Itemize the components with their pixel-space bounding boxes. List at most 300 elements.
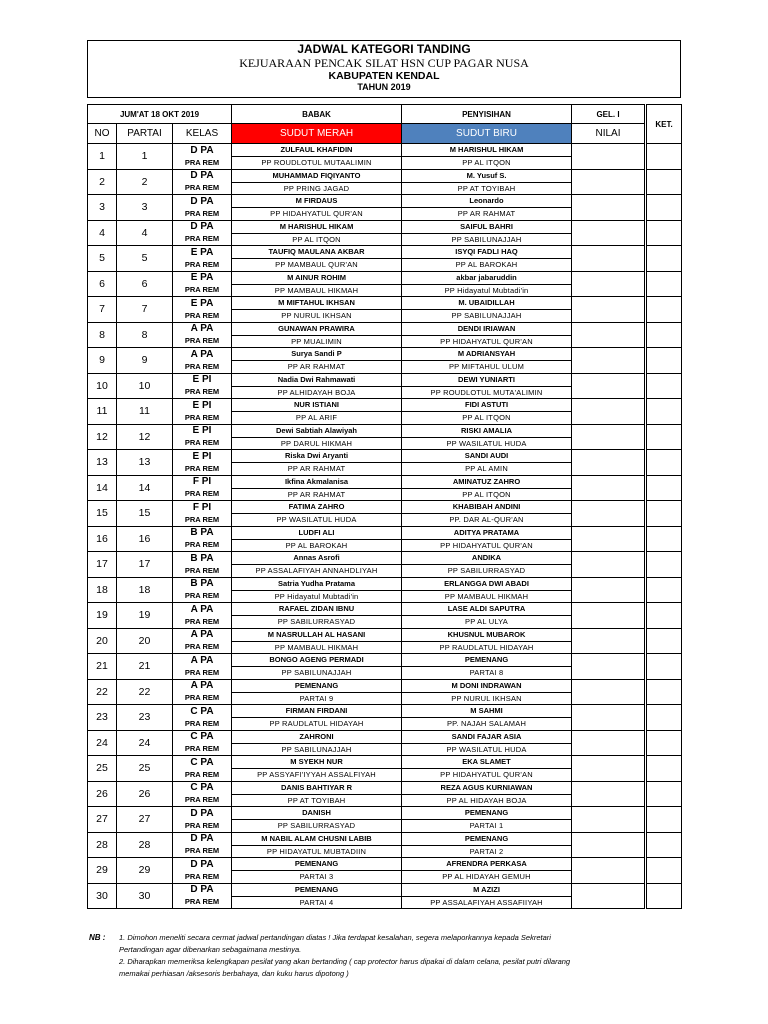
document-title: JADWAL KATEGORI TANDING — [297, 42, 471, 56]
match-no: 28 — [88, 832, 117, 858]
ket-cell[interactable] — [647, 220, 682, 246]
col-sudut-biru: SUDUT BIRU — [402, 124, 572, 144]
ket-cell[interactable] — [647, 705, 682, 731]
partai-no: 13 — [117, 450, 173, 476]
kategori-value: PRA REM — [184, 769, 220, 779]
blue-corner-cell — [402, 169, 572, 195]
kelas-cell — [173, 858, 232, 884]
kelas-value: D PA — [190, 807, 214, 819]
red-athlete-club: PP MUALIMIN — [291, 336, 342, 346]
nilai-cell[interactable] — [572, 705, 645, 731]
event-year: TAHUN 2019 — [357, 82, 411, 92]
column-header-row — [88, 124, 682, 144]
blue-corner-cell — [402, 526, 572, 552]
nilai-cell[interactable] — [572, 144, 645, 170]
match-no: 5 — [88, 246, 117, 272]
red-athlete-club: PP SABILURRASYAD — [277, 821, 356, 830]
match-no: 7 — [88, 297, 117, 323]
blue-athlete-name: AFRENDRA PERKASA — [402, 858, 571, 871]
partai-no: 4 — [117, 220, 173, 246]
red-corner-cell — [232, 654, 402, 680]
kelas-value: E PI — [192, 450, 212, 462]
red-athlete-name: DANIS BAHTIYAR R — [232, 782, 401, 795]
nilai-cell[interactable] — [572, 424, 645, 450]
blue-athlete-club: PP AL ULYA — [465, 617, 509, 626]
kategori-value: PRA REM — [184, 387, 220, 397]
kelas-value: B PA — [190, 527, 214, 539]
kelas-value: D PA — [190, 858, 214, 870]
blue-athlete-name: SANDI FAJAR ASIA — [402, 731, 571, 744]
red-athlete-club: PP NURUL IKHSAN — [281, 311, 352, 320]
table-row — [88, 424, 682, 450]
red-athlete-club: PP MAMBAUL QUR'AN — [275, 260, 358, 269]
blue-athlete-name: DEWI YUNIARTI — [402, 374, 571, 387]
blue-athlete-name: M. UBAIDILLAH — [402, 297, 571, 310]
match-no: 18 — [88, 577, 117, 603]
kelas-cell — [173, 373, 232, 399]
blue-athlete-name: DENDI IRIAWAN — [402, 323, 571, 336]
blue-corner-cell — [402, 883, 572, 909]
ket-cell[interactable] — [647, 756, 682, 782]
ket-cell[interactable] — [647, 475, 682, 501]
ket-cell[interactable] — [647, 450, 682, 476]
kelas-value: B PA — [190, 552, 214, 564]
kelas-value: F PI — [192, 501, 212, 513]
kelas-value: A PA — [190, 680, 214, 692]
blue-athlete-club: PARTAI 2 — [469, 846, 504, 856]
kategori-value: PRA REM — [184, 489, 220, 499]
kelas-value: C PA — [190, 705, 214, 717]
match-no: 1 — [88, 144, 117, 170]
kelas-value: D PA — [190, 195, 214, 207]
blue-athlete-club: PP Hidayatul Mubtadi'in — [444, 285, 529, 295]
session-label: GEL. I — [572, 105, 645, 124]
red-athlete-club: PP PRING JAGAD — [283, 183, 350, 193]
red-athlete-name: M MIFTAHUL IKHSAN — [232, 297, 401, 310]
blue-athlete-club: PP ASSALAFIYAH ASSAFIIYAH — [430, 897, 543, 907]
nilai-cell[interactable] — [572, 679, 645, 705]
blue-corner-cell — [402, 475, 572, 501]
match-no: 24 — [88, 730, 117, 756]
blue-corner-cell — [402, 603, 572, 629]
red-corner-cell — [232, 577, 402, 603]
partai-no: 1 — [117, 144, 173, 170]
red-corner-cell — [232, 373, 402, 399]
red-athlete-name: PEMENANG — [232, 884, 401, 897]
red-athlete-club: PARTAI 4 — [299, 897, 334, 907]
blue-athlete-name: SAIFUL BAHRI — [402, 221, 571, 234]
kelas-value: C PA — [190, 731, 214, 743]
red-corner-cell — [232, 450, 402, 476]
kelas-cell — [173, 883, 232, 909]
blue-athlete-name: KHUSNUL MUBAROK — [402, 629, 571, 642]
kategori-value: PRA REM — [184, 871, 220, 881]
blue-athlete-club: PP AL BAROKAH — [455, 260, 518, 269]
kategori-value: PRA REM — [184, 361, 220, 371]
kelas-cell — [173, 424, 232, 450]
match-no: 3 — [88, 195, 117, 221]
blue-corner-cell — [402, 807, 572, 833]
nilai-cell[interactable] — [572, 373, 645, 399]
ket-cell[interactable] — [647, 730, 682, 756]
kategori-value: PRA REM — [184, 744, 220, 754]
kategori-value: PRA REM — [184, 183, 220, 193]
nilai-cell[interactable] — [572, 322, 645, 348]
ket-cell[interactable] — [647, 628, 682, 654]
red-athlete-name: Ikfina Akmalanisa — [232, 476, 401, 489]
match-no: 21 — [88, 654, 117, 680]
kategori-value: PRA REM — [184, 514, 220, 524]
red-athlete-club: PP HIDAHYATUL QUR'AN — [270, 209, 363, 218]
match-no: 30 — [88, 883, 117, 909]
blue-corner-cell — [402, 628, 572, 654]
blue-athlete-club: PP. DAR AL-QUR'AN — [449, 515, 524, 524]
table-row — [88, 169, 682, 195]
babak-value: PENYISIHAN — [402, 105, 572, 124]
nilai-cell[interactable] — [572, 628, 645, 654]
red-athlete-name: Nadia Dwi Rahmawati — [232, 374, 401, 387]
blue-corner-cell — [402, 348, 572, 374]
kelas-cell — [173, 832, 232, 858]
kelas-cell — [173, 475, 232, 501]
babak-label: BABAK — [232, 105, 402, 124]
kelas-value: A PA — [190, 629, 214, 641]
nilai-cell[interactable] — [572, 552, 645, 578]
event-name: KEJUARAAN PENCAK SILAT HSN CUP PAGAR NUSA — [239, 56, 529, 70]
kelas-cell — [173, 781, 232, 807]
red-athlete-name: M AINUR ROHIM — [232, 272, 401, 285]
col-sudut-merah: SUDUT MERAH — [232, 124, 402, 144]
red-athlete-name: Surya Sandi P — [232, 348, 401, 361]
ket-cell[interactable] — [647, 883, 682, 909]
blue-athlete-club: PP AL ITQON — [462, 158, 511, 167]
red-corner-cell — [232, 705, 402, 731]
red-athlete-club: PARTAI 9 — [299, 693, 334, 703]
red-athlete-club: PP HIDAYATUL MUBTADIIN — [266, 846, 367, 856]
ket-cell[interactable] — [647, 297, 682, 323]
kategori-value: PRA REM — [184, 718, 220, 728]
blue-corner-cell — [402, 577, 572, 603]
ket-cell[interactable] — [647, 424, 682, 450]
red-corner-cell — [232, 807, 402, 833]
table-row — [88, 832, 682, 858]
table-row — [88, 603, 682, 629]
red-athlete-club: PP AL ARIF — [295, 413, 338, 422]
match-no: 14 — [88, 475, 117, 501]
partai-no: 23 — [117, 705, 173, 731]
match-no: 6 — [88, 271, 117, 297]
red-athlete-club: PP ASSALAFIYAH ANNAHDLIYAH — [255, 566, 378, 575]
region-name: KABUPATEN KENDAL — [328, 70, 440, 82]
blue-athlete-name: M HARISHUL HIKAM — [402, 144, 571, 157]
match-no: 13 — [88, 450, 117, 476]
table-row — [88, 654, 682, 680]
ket-cell[interactable] — [647, 679, 682, 705]
kelas-value: D PA — [190, 884, 214, 896]
blue-athlete-name: AMINATUZ ZAHRO — [402, 476, 571, 489]
kelas-cell — [173, 271, 232, 297]
blue-athlete-name: M AZIZI — [402, 884, 571, 897]
table-row — [88, 781, 682, 807]
table-row — [88, 679, 682, 705]
partai-no: 26 — [117, 781, 173, 807]
nilai-cell[interactable] — [572, 450, 645, 476]
ket-cell[interactable] — [647, 603, 682, 629]
partai-no: 22 — [117, 679, 173, 705]
col-nilai: NILAI — [572, 124, 645, 144]
red-athlete-club: PP AL ITQON — [292, 234, 341, 244]
match-no: 8 — [88, 322, 117, 348]
partai-no: 20 — [117, 628, 173, 654]
blue-athlete-name: FIDI ASTUTI — [402, 399, 571, 412]
partai-no: 3 — [117, 195, 173, 221]
nilai-cell[interactable] — [572, 475, 645, 501]
partai-no: 10 — [117, 373, 173, 399]
kategori-value: PRA REM — [184, 438, 220, 448]
red-corner-cell — [232, 399, 402, 425]
match-no: 20 — [88, 628, 117, 654]
kelas-value: E PA — [190, 272, 214, 284]
ket-cell[interactable] — [647, 654, 682, 680]
nilai-cell[interactable] — [572, 399, 645, 425]
table-row — [88, 373, 682, 399]
ket-cell[interactable] — [647, 246, 682, 272]
nilai-cell[interactable] — [572, 858, 645, 884]
ket-cell[interactable] — [647, 144, 682, 170]
kategori-value: PRA REM — [184, 540, 220, 550]
match-no: 4 — [88, 220, 117, 246]
table-row — [88, 807, 682, 833]
ket-cell[interactable] — [647, 807, 682, 833]
nilai-cell[interactable] — [572, 501, 645, 527]
ket-cell[interactable] — [647, 348, 682, 374]
red-corner-cell — [232, 144, 402, 170]
nilai-cell[interactable] — [572, 807, 645, 833]
ket-cell[interactable] — [647, 271, 682, 297]
schedule-table — [87, 104, 682, 909]
nilai-cell[interactable] — [572, 297, 645, 323]
table-row — [88, 577, 682, 603]
blue-athlete-name: ANDIKA — [402, 552, 571, 565]
red-athlete-club: PP SABILURRASYAD — [277, 617, 356, 626]
match-date: JUM'AT 18 OKT 2019 — [88, 105, 232, 124]
ket-cell[interactable] — [647, 858, 682, 884]
red-athlete-name: DANISH — [232, 807, 401, 820]
blue-corner-cell — [402, 501, 572, 527]
red-corner-cell — [232, 271, 402, 297]
red-athlete-name: MUHAMMAD FIQIYANTO — [232, 170, 401, 183]
red-athlete-club: PP AR RAHMAT — [287, 464, 346, 473]
kategori-value: PRA REM — [184, 463, 220, 473]
kelas-cell — [173, 169, 232, 195]
nilai-cell[interactable] — [572, 654, 645, 680]
nilai-cell[interactable] — [572, 246, 645, 272]
nilai-cell[interactable] — [572, 169, 645, 195]
ket-cell[interactable] — [647, 552, 682, 578]
red-corner-cell — [232, 424, 402, 450]
kelas-value: E PI — [192, 374, 212, 386]
ket-cell[interactable] — [647, 832, 682, 858]
partai-no: 28 — [117, 832, 173, 858]
kategori-value: PRA REM — [184, 667, 220, 677]
kelas-cell — [173, 246, 232, 272]
ket-cell[interactable] — [647, 399, 682, 425]
ket-cell[interactable] — [647, 322, 682, 348]
nilai-cell[interactable] — [572, 220, 645, 246]
blue-athlete-club: PP AL HIDAYAH BOJA — [446, 795, 527, 805]
ket-cell[interactable] — [647, 169, 682, 195]
nilai-cell[interactable] — [572, 883, 645, 909]
red-athlete-club: PP MAMBAUL HIKMAH — [274, 642, 359, 652]
kategori-value: PRA REM — [184, 208, 220, 218]
kelas-value: F PI — [192, 476, 212, 488]
table-row — [88, 705, 682, 731]
red-corner-cell — [232, 526, 402, 552]
blue-athlete-club: PP ROUDLOTUL MUTA'ALIMIN — [430, 387, 543, 397]
nilai-cell[interactable] — [572, 348, 645, 374]
kategori-value: PRA REM — [184, 616, 220, 626]
blue-corner-cell — [402, 399, 572, 425]
kelas-cell — [173, 807, 232, 833]
ket-cell[interactable] — [647, 781, 682, 807]
red-corner-cell — [232, 781, 402, 807]
blue-corner-cell — [402, 195, 572, 221]
notes-label: NB : — [89, 933, 106, 942]
partai-no: 11 — [117, 399, 173, 425]
table-row — [88, 730, 682, 756]
nilai-cell[interactable] — [572, 781, 645, 807]
blue-athlete-club: PP AL AMIN — [465, 464, 508, 473]
blue-athlete-club: PP HIDAHYATUL QUR'AN — [440, 336, 533, 346]
match-no: 29 — [88, 858, 117, 884]
kelas-cell — [173, 450, 232, 476]
blue-corner-cell — [402, 220, 572, 246]
red-athlete-name: Riska Dwi Aryanti — [232, 450, 401, 463]
kategori-value: PRA REM — [184, 234, 220, 244]
blue-corner-cell — [402, 246, 572, 272]
table-row — [88, 297, 682, 323]
partai-no: 9 — [117, 348, 173, 374]
kelas-value: D PA — [190, 221, 214, 233]
partai-no: 16 — [117, 526, 173, 552]
kategori-value: PRA REM — [184, 693, 220, 703]
blue-athlete-name: Leonardo — [402, 195, 571, 208]
nilai-cell[interactable] — [572, 730, 645, 756]
blue-corner-cell — [402, 424, 572, 450]
blue-athlete-club: PP MIFTAHUL ULUM — [448, 362, 525, 371]
blue-athlete-name: M ADRIANSYAH — [402, 348, 571, 361]
match-no: 19 — [88, 603, 117, 629]
red-athlete-name: M FIRDAUS — [232, 195, 401, 208]
blue-athlete-club: PP AR RAHMAT — [457, 209, 516, 218]
note-line-3: 2. Diharapkan memeriksa kelengkapan pesilat yang akan bertanding ( cap protector harus dipakai di dalam celana, pesilat putri dilarang — [119, 957, 571, 966]
ket-cell[interactable] — [647, 373, 682, 399]
match-no: 2 — [88, 169, 117, 195]
blue-athlete-name: ISYQI FADLI HAQ — [402, 246, 571, 259]
red-corner-cell — [232, 220, 402, 246]
red-athlete-name: BONGO AGENG PERMADI — [232, 654, 401, 667]
kelas-value: D PA — [190, 144, 214, 156]
blue-athlete-name: M SAHMI — [402, 705, 571, 718]
blue-athlete-name: LASE ALDI SAPUTRA — [402, 603, 571, 616]
nilai-cell[interactable] — [572, 756, 645, 782]
nilai-cell[interactable] — [572, 603, 645, 629]
red-athlete-club: PP DARUL HIKMAH — [280, 438, 353, 448]
nilai-cell[interactable] — [572, 832, 645, 858]
nilai-cell[interactable] — [572, 195, 645, 221]
red-corner-cell — [232, 858, 402, 884]
kelas-value: A PA — [190, 603, 214, 615]
red-corner-cell — [232, 246, 402, 272]
kelas-cell — [173, 297, 232, 323]
blue-athlete-name: PEMENANG — [402, 833, 571, 846]
red-athlete-name: M NASRULLAH AL HASANI — [232, 629, 401, 642]
partai-no: 8 — [117, 322, 173, 348]
kategori-value: PRA REM — [184, 259, 220, 269]
partai-no: 27 — [117, 807, 173, 833]
kategori-value: PRA REM — [184, 285, 220, 295]
kelas-value: D PA — [190, 833, 214, 845]
red-athlete-name: M SYEKH NUR — [232, 756, 401, 769]
ket-cell[interactable] — [647, 577, 682, 603]
blue-corner-cell — [402, 679, 572, 705]
table-row — [88, 348, 682, 374]
kelas-cell — [173, 603, 232, 629]
kelas-value: A PA — [190, 654, 214, 666]
blue-corner-cell — [402, 858, 572, 884]
kelas-cell — [173, 577, 232, 603]
nilai-cell[interactable] — [572, 577, 645, 603]
match-no: 27 — [88, 807, 117, 833]
kategori-value: PRA REM — [184, 591, 220, 601]
nilai-cell[interactable] — [572, 271, 645, 297]
blue-athlete-club: PP AL HIDAYAH GEMUH — [442, 872, 531, 881]
kategori-value: PRA REM — [184, 412, 220, 422]
table-row — [88, 271, 682, 297]
kelas-cell — [173, 526, 232, 552]
partai-no: 29 — [117, 858, 173, 884]
table-row — [88, 526, 682, 552]
kelas-cell — [173, 322, 232, 348]
note-line-2: Pertandingan agar dibenarkan sebagaimana mestinya. — [119, 945, 302, 954]
ket-cell[interactable] — [647, 195, 682, 221]
table-row — [88, 883, 682, 909]
red-athlete-club: PP ASSYAFI'IYYAH ASSALFIYAH — [257, 770, 376, 779]
table-row — [88, 399, 682, 425]
ket-cell[interactable] — [647, 501, 682, 527]
ket-header: KET. — [647, 105, 682, 144]
red-athlete-name: ZULFAUL KHAFIDIN — [232, 144, 401, 157]
blue-athlete-club: PP SABILURRASYAD — [447, 566, 526, 575]
kelas-value: E PA — [190, 246, 214, 258]
table-row — [88, 450, 682, 476]
blue-athlete-name: EKA SLAMET — [402, 756, 571, 769]
blue-athlete-club: PP WASILATUL HUDA — [446, 744, 527, 754]
blue-athlete-name: RISKI AMALIA — [402, 425, 571, 438]
nilai-cell[interactable] — [572, 526, 645, 552]
kelas-cell — [173, 705, 232, 731]
partai-no: 5 — [117, 246, 173, 272]
red-corner-cell — [232, 628, 402, 654]
match-no: 25 — [88, 756, 117, 782]
ket-cell[interactable] — [647, 526, 682, 552]
note-line-1: 1. Dimohon meneliti secara cermat jadwal pertandingan diatas ! Jika terdapat kesalahan, segera melaporkannya kepada Sekretari — [119, 933, 551, 942]
match-no: 11 — [88, 399, 117, 425]
table-row — [88, 475, 682, 501]
meta-row — [88, 105, 682, 124]
kelas-cell — [173, 195, 232, 221]
kelas-cell — [173, 348, 232, 374]
